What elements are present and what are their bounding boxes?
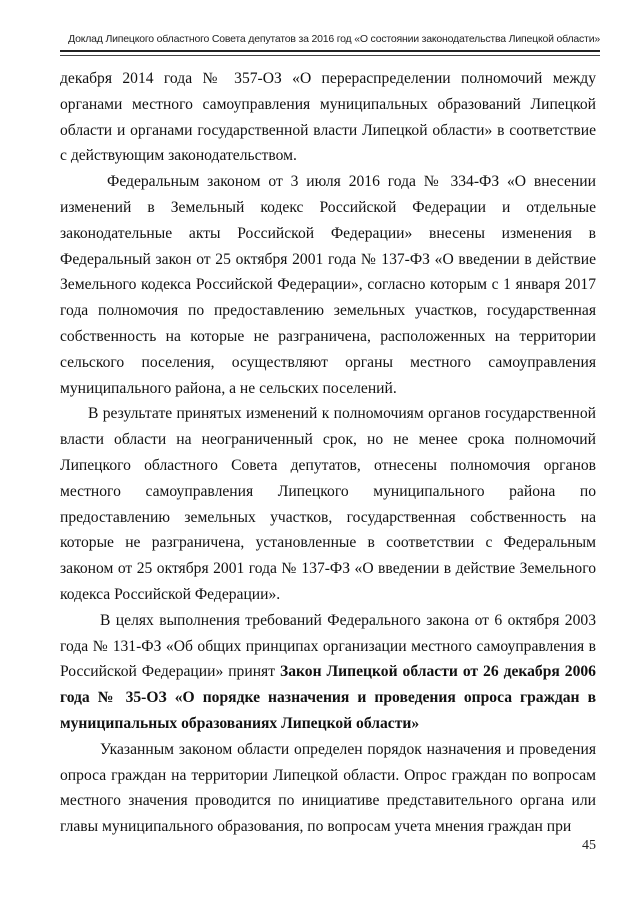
header-rule-thin: [60, 55, 600, 56]
page-number: 45: [582, 838, 596, 853]
document-body: [60, 66, 596, 840]
paragraph-2: Федеральным законом от 3 июля 2016 года № 334-ФЗ «О внесении изменений в Земельный кодекс Российской Федерации и отдельные законодательные акты Российской Федерации» внесены изменения в Федеральный закон от 25 октября 2001 года № 137-ФЗ «О введении в действие Земельного кодекса Российской Федерации», согласно которым с 1 января 2017 года полномочия по предоставлению земельных участков, государственная собственность на которые не разграничена, расположенных на территории сельского поселения, осуществляют органы местного самоуправления муниципального района, а не сельских поселений.: [60, 173, 596, 397]
paragraph-4-text: В целях выполнения требований Федерального закона от 6 октября 2003 года № 131-ФЗ «Об общих принципах организации местного самоуправления в Российской Федерации» принят: [60, 611, 596, 681]
header-rule: [60, 50, 600, 52]
law-title-bold: Закон Липецкой области от 26 декабря 2006 года № 35-ОЗ «О порядке назначения и проведения опроса граждан в муниципальных образованиях Липецкой области»: [60, 663, 596, 732]
running-header: Доклад Липецкого областного Совета депутатов за 2016 год «О состоянии законодательства Липецкой области»: [68, 33, 600, 45]
paragraph-5: Указанным законом области определен порядок назначения и проведения опроса граждан на территории Липецкой области. Опрос граждан по вопросам местного значения проводится по инициативе представительного органа или главы муниципального образования, по вопросам учета мнения граждан при: [60, 740, 596, 836]
paragraph-3: В результате принятых изменений к полномочиям органов государственной власти области на неограниченный срок, но не менее срока полномочий Липецкого областного Совета депутатов, отнесены полномочия органов местного самоуправления Липецкого муниципального района по предоставлению земельных участков, государственная собственность на которые не разграничена, установленные в соответствии с Федеральным законом от 25 октября 2001 года № 137-ФЗ «О введении в действие Земельного кодекса Российской Федерации».: [60, 405, 596, 603]
paragraph-4: [60, 608, 596, 737]
paragraph-1: декабря 2014 года № 357-ОЗ «О перераспределении полномочий между органами местного самоуправления муниципальных образований Липецкой области и органами государственной власти Липецкой области» в соответствие с действующим законодательством.: [60, 70, 596, 165]
